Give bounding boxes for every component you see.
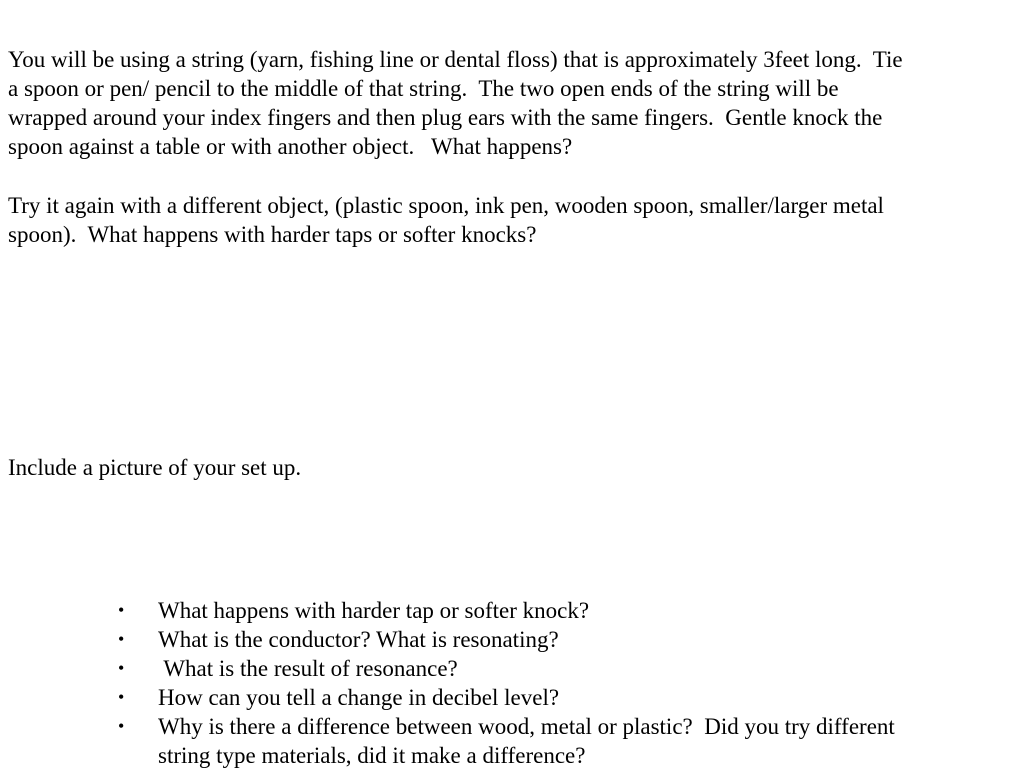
list-item (0, 625, 1033, 654)
list-item (0, 712, 1033, 770)
text-line: spoon). What happens with harder taps or softer knocks? (8, 222, 537, 247)
bullet-icon: • (118, 687, 125, 707)
questions-list (0, 596, 1033, 770)
question-text: Why is there a difference between wood, metal or plastic? Did you try different (158, 714, 895, 739)
question-text: What is the result of resonance? (158, 656, 458, 681)
text-line: Include a picture of your set up. (8, 455, 302, 480)
question-text: What is the conductor? What is resonating? (158, 627, 559, 652)
bullet-icon: • (118, 716, 125, 736)
text-line: a spoon or pen/ pencil to the middle of that string. The two open ends of the string will be (8, 76, 839, 101)
list-item (0, 683, 1033, 712)
retry-paragraph (8, 191, 1008, 249)
instructions-paragraph (8, 45, 1008, 161)
text-line: You will be using a string (yarn, fishing line or dental floss) that is approximately 3feet long. Tie (8, 47, 903, 72)
question-text: What happens with harder tap or softer knock? (158, 598, 590, 623)
bullet-icon: • (118, 600, 125, 620)
list-item (0, 596, 1033, 625)
question-text: string type materials, did it make a difference? (158, 743, 586, 768)
bullet-icon: • (118, 629, 125, 649)
bullet-icon: • (118, 658, 125, 678)
text-line: wrapped around your index fingers and then plug ears with the same fingers. Gentle knock the (8, 105, 883, 130)
text-line: Try it again with a different object, (plastic spoon, ink pen, wooden spoon, smaller/larger metal (8, 193, 884, 218)
text-line: spoon against a table or with another object. What happens? (8, 134, 573, 159)
list-item (0, 654, 1033, 683)
picture-instruction (8, 453, 1008, 482)
question-text: How can you tell a change in decibel level? (158, 685, 560, 710)
